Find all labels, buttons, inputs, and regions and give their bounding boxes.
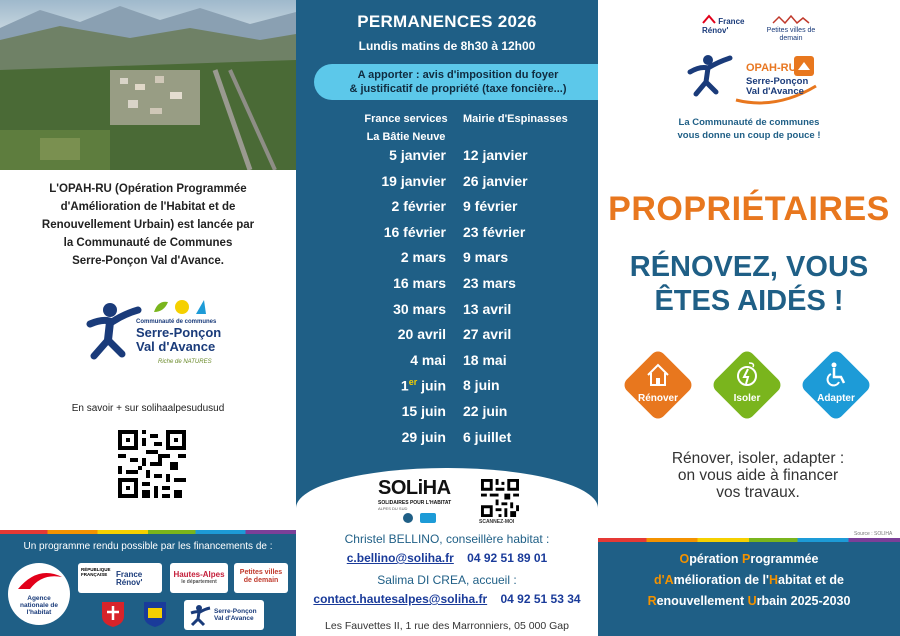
column-head-france-services bbox=[356, 110, 456, 146]
coup-de-pouce-text bbox=[598, 116, 900, 142]
date-espinasses: 13 avril bbox=[463, 300, 512, 317]
bring-line1: A apporter : avis d'imposition du foyer bbox=[357, 69, 559, 81]
date-france-services: 2 mars bbox=[400, 249, 446, 266]
date-espinasses: 6 juillet bbox=[463, 428, 512, 445]
left-panel bbox=[0, 0, 296, 636]
petites-villes-logo bbox=[766, 14, 816, 43]
adapter-label: Adapter bbox=[817, 393, 855, 404]
hautes-alpes-logo bbox=[170, 563, 228, 593]
column-head-espinasses: Mairie d'Espinasses bbox=[463, 113, 568, 125]
isoler-badge bbox=[711, 349, 783, 421]
coup-line2: vous donne un coup de pouce ! bbox=[677, 130, 821, 141]
middle-panel bbox=[296, 0, 598, 636]
cc-logo-tagline: Riche de NATURES bbox=[158, 359, 212, 365]
france-renov-label: France Rénov' bbox=[116, 570, 143, 587]
region-shield-icon bbox=[100, 600, 126, 628]
date-france-services: 30 mars bbox=[393, 300, 446, 317]
renovez-heading bbox=[598, 250, 900, 318]
anah-logo bbox=[8, 563, 70, 625]
valley-photo bbox=[0, 0, 296, 170]
date-france-services: 16 mars bbox=[393, 275, 446, 291]
contact1-name: Christel BELLINO, conseillère habitat : bbox=[344, 532, 550, 546]
intro-line: Serre-Ponçon Val d'Avance. bbox=[72, 255, 224, 267]
renover-badge bbox=[622, 349, 694, 421]
intro-text bbox=[16, 180, 280, 270]
bring-line2: & justificatif de propriété (taxe foncière...) bbox=[349, 83, 567, 95]
france-renov-logo bbox=[702, 14, 752, 40]
opah-sub-line1: Serre-Ponçon bbox=[746, 76, 809, 87]
cc-logo-line1: Communauté de communes bbox=[136, 319, 217, 325]
date-france-services: 29 juin bbox=[401, 428, 446, 445]
col1-head-line1: France services bbox=[364, 113, 448, 125]
hautes-alpes-label: Hautes-Alpes bbox=[173, 570, 225, 579]
opah-full-line: Opération Programmée bbox=[679, 552, 819, 566]
tagline bbox=[638, 450, 878, 501]
cc-logo-name: Serre-Ponçon Val d'Avance bbox=[136, 325, 222, 354]
date-espinasses: 23 février bbox=[463, 223, 526, 240]
date-espinasses: 8 juin bbox=[463, 377, 500, 394]
date-espinasses: 18 mai bbox=[463, 351, 507, 368]
contact2-name: Salima DI CREA, accueil : bbox=[377, 573, 517, 587]
rooftops-icon bbox=[771, 14, 811, 24]
serre-poncon-small-logo bbox=[184, 600, 264, 630]
right-panel bbox=[598, 0, 900, 636]
tagline-line3: vos travaux. bbox=[716, 484, 800, 501]
anah-label: Agence nationale de l'habitat bbox=[20, 595, 58, 616]
hautes-alpes-sub: le département bbox=[181, 579, 217, 585]
date-espinasses: 26 janvier bbox=[463, 172, 528, 189]
contact2-phone[interactable]: 04 92 51 53 34 bbox=[500, 592, 581, 606]
petites-villes-label: Petites villes de demain bbox=[239, 569, 283, 584]
funding-label: Un programme rendu possible par les financements de : bbox=[23, 541, 273, 552]
wheelchair-icon bbox=[824, 361, 848, 389]
permanences-schedule: Lundis matins de 8h30 à 12h00 bbox=[358, 39, 536, 53]
opah-ru-subtitle bbox=[746, 77, 808, 97]
date-espinasses: 9 février bbox=[463, 198, 518, 215]
col1-head-line2: La Bâtie Neuve bbox=[366, 131, 446, 143]
intro-line: L'OPAH-RU (Opération Programmée bbox=[49, 183, 247, 195]
tagline-line2: on vous aide à financer bbox=[677, 467, 839, 484]
soliha-sub: SOLIDAIRES POUR L'HABITAT bbox=[378, 500, 452, 506]
date-france-services: 2 février bbox=[391, 198, 446, 215]
coup-line1: La Communauté de communes bbox=[678, 117, 820, 128]
en-savoir-text: En savoir + sur solihaalpesudusud bbox=[71, 403, 225, 414]
bring-documents-banner bbox=[314, 64, 598, 100]
contact1-phone[interactable]: 04 92 51 89 01 bbox=[467, 551, 548, 565]
date-france-services: 20 avril bbox=[397, 326, 446, 343]
adapter-badge bbox=[800, 349, 872, 421]
isoler-label: Isoler bbox=[733, 393, 761, 404]
opah-full-line: d'Amélioration de l'Habitat et de bbox=[653, 573, 845, 587]
republique-france-renov-logo bbox=[78, 563, 162, 593]
nature-icons bbox=[150, 298, 210, 316]
soliha-logo bbox=[378, 477, 458, 530]
color-stripe bbox=[598, 538, 900, 542]
date-france-services: 15 juin bbox=[401, 403, 446, 419]
petites-villes-logo bbox=[234, 563, 288, 593]
color-stripe bbox=[0, 530, 296, 534]
date-espinasses: 27 avril bbox=[463, 326, 512, 343]
republique-label: RÉPUBLIQUE FRANÇAISE bbox=[81, 567, 111, 577]
serre-poncon-small-label: Serre-Ponçon Val d'Avance bbox=[214, 608, 257, 622]
date-espinasses: 12 janvier bbox=[463, 147, 528, 163]
renover-label: Rénover bbox=[637, 393, 678, 404]
soliha-badges-icon bbox=[378, 511, 438, 525]
renovez-line1: RÉNOVEZ, VOUS bbox=[629, 251, 869, 283]
opah-sub-line2: Val d'Avance bbox=[746, 86, 804, 97]
date-espinasses: 23 mars bbox=[463, 275, 516, 291]
leaf-energy-icon bbox=[735, 361, 759, 389]
house-roof-icon bbox=[702, 14, 716, 24]
soliha-name: SOLiHA bbox=[378, 477, 451, 499]
contact2-email-link[interactable]: contact.hautesalpes@soliha.fr bbox=[313, 592, 488, 606]
petites-villes-label: Petites villes de demain bbox=[766, 27, 816, 42]
opah-ru-title: OPAH-RU bbox=[746, 62, 797, 74]
contact1-email-link[interactable]: c.bellino@soliha.fr bbox=[346, 551, 454, 565]
proprietaires-heading: PROPRIÉTAIRES bbox=[608, 190, 890, 228]
permanences-title: PERMANENCES 2026 bbox=[357, 12, 537, 31]
tagline-line1: Rénover, isoler, adapter : bbox=[671, 450, 845, 467]
intro-line: la Communauté de Communes bbox=[63, 237, 233, 249]
jumping-figure-icon bbox=[84, 300, 144, 360]
date-espinasses: 9 mars bbox=[463, 249, 509, 266]
intro-line: Renouvellement Urbain) est lancée par bbox=[41, 219, 255, 231]
date-france-services: 5 janvier bbox=[389, 147, 446, 163]
date-france-services: 16 février bbox=[383, 223, 446, 240]
soliha-address: Les Fauvettes II, 1 rue des Marronniers, 05 000 Gap bbox=[325, 620, 569, 632]
renovez-line2: ÊTES AIDÉS ! bbox=[654, 285, 844, 317]
opah-full-line: Renouvellement Urbain 2025-2030 bbox=[647, 594, 851, 608]
source-note: Source : SOLIHA bbox=[854, 531, 893, 537]
house-icon bbox=[646, 361, 670, 389]
jumping-figure-small-icon bbox=[188, 603, 212, 627]
date-france-services: 4 mai bbox=[410, 351, 446, 368]
contact1-line bbox=[296, 551, 598, 565]
opah-full-title bbox=[598, 549, 900, 612]
date-france-services: 19 janvier bbox=[381, 172, 446, 189]
scan-me-label: SCANNEZ-MOI bbox=[479, 519, 515, 525]
intro-line: d'Amélioration de l'Habitat et de bbox=[60, 201, 236, 213]
department-shield-icon bbox=[142, 600, 168, 628]
france-renov-label: France Rénov' bbox=[702, 17, 745, 35]
contact2-line bbox=[296, 592, 598, 606]
soliha-region: ALPES DU SUD bbox=[378, 506, 408, 511]
qr-code[interactable] bbox=[118, 430, 186, 498]
date-france-services: 1er juin bbox=[400, 377, 446, 395]
date-espinasses: 22 juin bbox=[463, 403, 508, 419]
soliha-qr-code[interactable] bbox=[481, 479, 519, 517]
